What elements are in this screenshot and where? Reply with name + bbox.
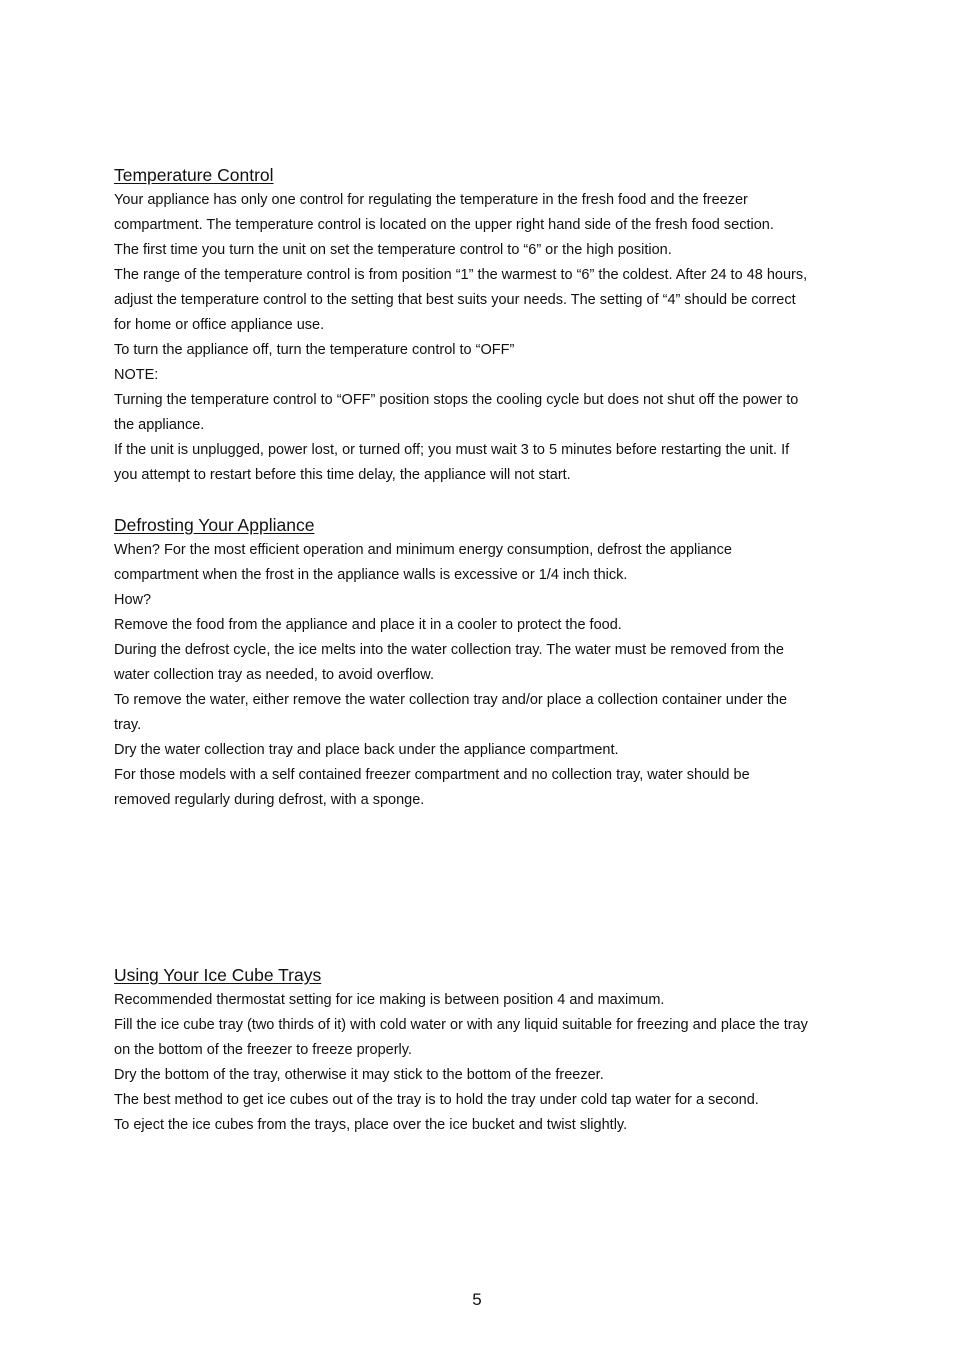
text-line: you attempt to restart before this time delay, the appliance will not start. [114, 467, 571, 483]
section-ice-cube-trays [114, 963, 854, 1138]
text-line: For those models with a self contained freezer compartment and no collection tray, water should be [114, 767, 750, 783]
section-heading: Defrosting Your Appliance [114, 515, 315, 535]
text-line: To turn the appliance off, turn the temperature control to “OFF” [114, 342, 515, 358]
text-line: Dry the water collection tray and place back under the appliance compartment. [114, 742, 619, 758]
text-line: for home or office appliance use. [114, 317, 325, 333]
text-line: Fill the ice cube tray (two thirds of it) with cold water or with any liquid suitable for freezing and place the tray [114, 1017, 808, 1033]
text-line: How? [114, 592, 152, 608]
text-line: The range of the temperature control is from position “1” the warmest to “6” the coldest. After 24 to 48 hours, [114, 267, 808, 283]
text-line: To eject the ice cubes from the trays, place over the ice bucket and twist slightly. [114, 1117, 628, 1133]
page-number: 5 [472, 1290, 482, 1309]
text-line: During the defrost cycle, the ice melts into the water collection tray. The water must be removed from the [114, 642, 784, 658]
text-line: Your appliance has only one control for regulating the temperature in the fresh food and the freezer [114, 192, 748, 208]
text-line: The best method to get ice cubes out of the tray is to hold the tray under cold tap water for a second. [114, 1092, 759, 1108]
text-line: the appliance. [114, 417, 205, 433]
text-line: When? For the most efficient operation and minimum energy consumption, defrost the appliance [114, 542, 732, 558]
note-label: NOTE: [114, 367, 159, 383]
text-line: tray. [114, 717, 142, 733]
text-line: water collection tray as needed, to avoid overflow. [114, 667, 434, 683]
text-line: Remove the food from the appliance and place it in a cooler to protect the food. [114, 617, 622, 633]
text-line: If the unit is unplugged, power lost, or turned off; you must wait 3 to 5 minutes before restarting the unit. If [114, 442, 790, 458]
text-line: compartment. The temperature control is located on the upper right hand side of the fresh food section. [114, 217, 774, 233]
section-defrosting [114, 513, 854, 813]
text-line: To remove the water, either remove the water collection tray and/or place a collection container under the [114, 692, 788, 708]
text-line: The first time you turn the unit on set the temperature control to “6” or the high position. [114, 242, 672, 258]
section-heading: Temperature Control [114, 165, 274, 185]
text-line: Recommended thermostat setting for ice making is between position 4 and maximum. [114, 992, 665, 1008]
text-line: removed regularly during defrost, with a sponge. [114, 792, 425, 808]
text-line: Dry the bottom of the tray, otherwise it may stick to the bottom of the freezer. [114, 1067, 604, 1083]
text-line: Turning the temperature control to “OFF” position stops the cooling cycle but does not shut off the power to [114, 392, 799, 408]
text-line: compartment when the frost in the appliance walls is excessive or 1/4 inch thick. [114, 567, 628, 583]
section-heading: Using Your Ice Cube Trays [114, 965, 322, 985]
section-temperature-control [114, 163, 854, 488]
text-line: on the bottom of the freezer to freeze properly. [114, 1042, 412, 1058]
text-line: adjust the temperature control to the setting that best suits your needs. The setting of “4” should be correct [114, 292, 796, 308]
